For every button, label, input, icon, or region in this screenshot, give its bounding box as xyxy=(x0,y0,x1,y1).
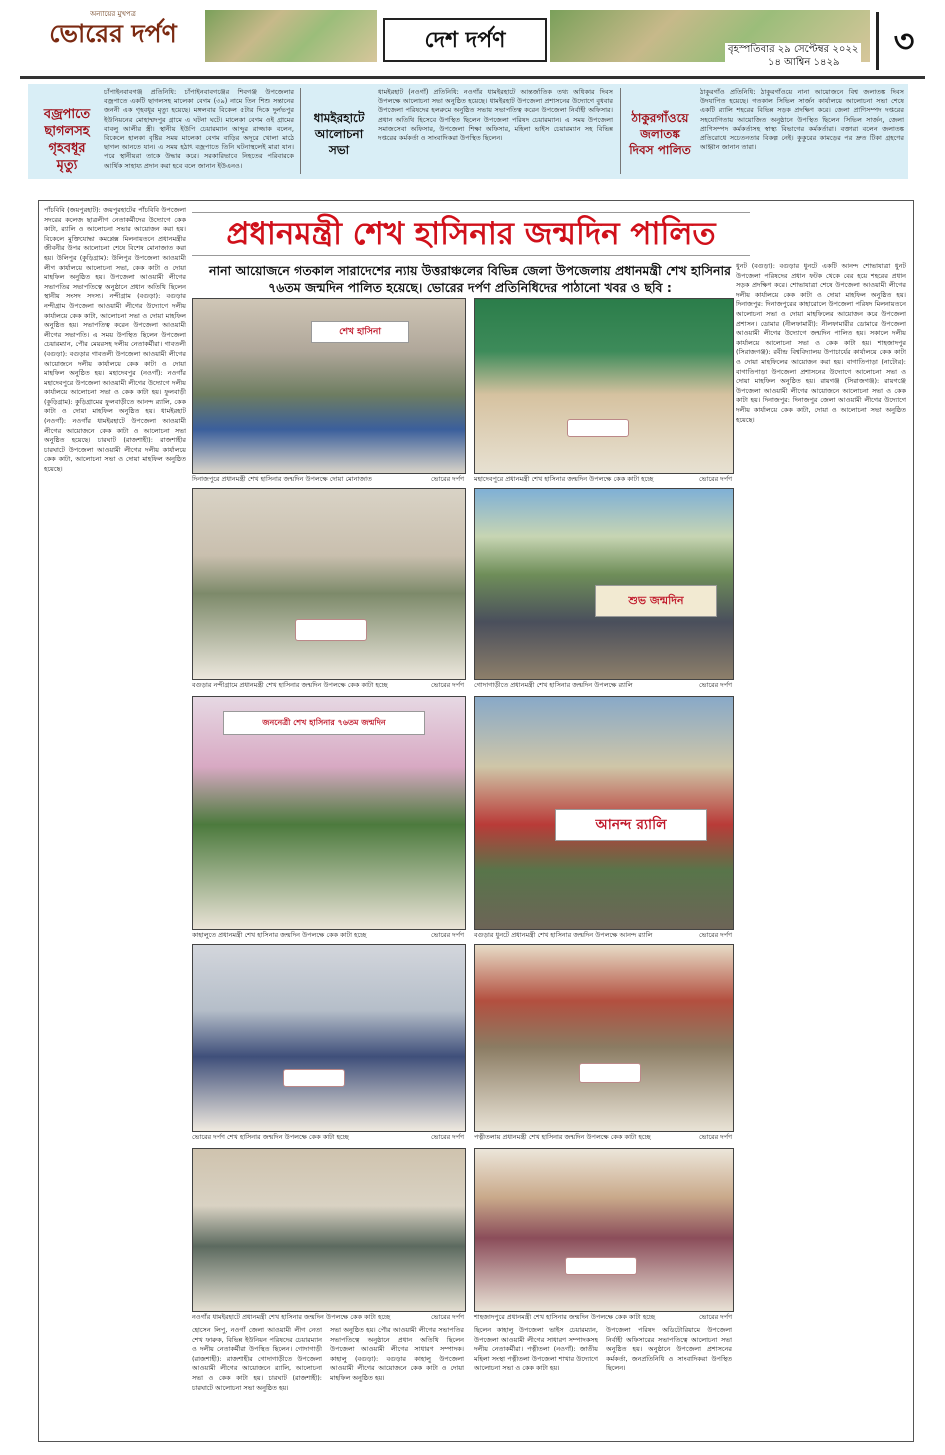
cake xyxy=(567,419,629,437)
masthead xyxy=(28,8,198,60)
bottom-column-4: উপজেলা পরিষদ অডিটোরিয়ামে উপজেলা নির্বাহী অফিসারের সভাপতিত্বে আলোচনা সভা অনুষ্ঠিত হয়। অনুষ্ঠানে উপজেলা প্রশাসনের কর্মকর্তা, জনপ্রতিনিধি ও সাংবাদিকরা উপস্থিত ছিলেন। xyxy=(606,1326,732,1373)
photo-banner: জননেত্রী শেখ হাসিনার ৭৬তম জন্মদিন xyxy=(223,711,425,735)
main-headline: প্রধানমন্ত্রী শেখ হাসিনার জন্মদিন পালিত xyxy=(226,216,716,252)
photo-shahjadpur-cake xyxy=(474,1148,734,1312)
photo-dhamoirhat-cake xyxy=(192,1148,466,1312)
caption-8: পত্নীতলায় প্রধানমন্ত্রী শেখ হাসিনার জন্মদিন উপলক্ষে কেক কাটা হচ্ছে ভোরের দর্পণ xyxy=(474,1133,732,1141)
caption-5: কাহালুতে প্রধানমন্ত্রী শেখ হাসিনার জন্মদিন উপলক্ষে কেক কাটা হচ্ছে ভোরের দর্পণ xyxy=(192,931,464,939)
cake xyxy=(579,1063,641,1083)
photo-dinajpur-doa xyxy=(192,298,466,474)
story1-heading: বজ্রপাতে ছাগলসহ গৃহবধূর মৃত্যু xyxy=(43,107,91,173)
story3-heading: ঠাকুরগাঁওয়ে জলাতঙ্ক দিবস পালিত xyxy=(629,111,691,157)
caption-7: ভোরের দর্পণ শেখ হাসিনার জন্মদিন উপলক্ষে কেক কাটা হচ্ছে ভোরের দর্পণ xyxy=(192,1133,464,1141)
photo-banner: শুভ জন্মদিন xyxy=(595,585,717,617)
caption-10: শাহজাদপুরে প্রধানমন্ত্রী শেখ হাসিনার জন্মদিন উপলক্ষে কেক কাটা হচ্ছে ভোরের দর্পণ xyxy=(474,1313,732,1321)
header-photo-strip-left xyxy=(205,10,377,62)
section-title: দেশ দর্পণ xyxy=(424,27,506,53)
photo-mahadebpur-cake xyxy=(474,298,734,474)
section-title-box xyxy=(383,18,547,62)
cake xyxy=(295,619,367,641)
caption-1: দিনাজপুরে প্রধানমন্ত্রী শেখ হাসিনার জন্মদিন উপলক্ষে দোয়া মোনাজাত ভোরের দর্পণ xyxy=(192,475,464,483)
masthead-logo: ভোরের দর্পণ xyxy=(49,19,177,48)
right-column-text: ধুনট (বগুড়া): বগুড়ার ধুনটে একটি আনন্দ শোভাযাত্রা ধুনট উপজেলা পরিষদের প্রধান ফটক থেকে বের হয়ে শহরের প্রধান সড়ক প্রদক্ষিণ করে। শোভাযাত্রা শেষে উপজেলা আওয়ামী লীগের দলীয় কার্যালয়ে কেক কাটা ও দোয়া মাহফিল অনুষ্ঠিত হয়। দিনাজপুর: দিনাজপুরের কাহারোলে উপজেলা পরিষদ মিলনায়তনে আলোচনা সভা ও দোয়া মাহফিলের আয়োজন করে উপজেলা প্রশাসন। ডোমার (নীলফামারী): নীলফামারীর ডোমারে উপজেলা আওয়ামী লীগের উদ্যোগে জন্মদিন পালিত হয়। সকালে দলীয় কার্যালয়ে আলোচনা সভা ও কেক কাটা হয়। শাহজাদপুর (সিরাজগঞ্জ): রবীন্দ্র বিশ্ববিদ্যালয় উপাচার্যের কার্যালয়ে কেক কাটা ও দোয়া মাহফিলের আয়োজন করা হয়। বাগাতিপাড়া (নাটোর): বাগাতিপাড়া উপজেলা প্রশাসনের উদ্যোগে আলোচনা সভা ও দোয়া মাহফিল অনুষ্ঠিত হয়। রায়গঞ্জ (সিরাজগঞ্জ): রায়গঞ্জে উপজেলা আওয়ামী লীগের আয়োজনে আলোচনা সভা ও কেক কাটা হয়। দিনাজপুর: দিনাজপুর জেলা আওয়ামী লীগের উদ্যোগে দলীয় কার্যালয়ে কেক কাটা, দোয়া ও আলোচনা সভা অনুষ্ঠিত হয়েছে। xyxy=(736,262,906,424)
photo-godagari-rally xyxy=(474,488,734,680)
photo-cake-cutting xyxy=(192,944,466,1132)
left-column-text: পাঁচবিবি (জয়পুরহাট): জয়পুরহাটের পাঁচবিবি উপজেলা সদরের কলেজ ছাত্রলীগ নেতাকর্মীদের উদ্যোগে কেক কাটা, র‍্যালি ও আলোচনা সভার আয়োজন করা হয়। বিকেলে মুক্তিযোদ্ধা কমপ্লেক্স মিলনায়তনে প্রধানমন্ত্রীর জীবনীর উপর আলোচনা শেষে বিশেষ মোনাজাত করা হয়। উলিপুর (কুড়িগ্রাম): উলিপুর উপজেলা আওয়ামী লীগ কার্যালয়ে আলোচনা সভা, কেক কাটা ও দোয়া মাহফিল অনুষ্ঠিত হয়। উপজেলা আওয়ামী লীগের সভাপতির সভাপতিত্বে অনুষ্ঠানে প্রধান অতিথি ছিলেন স্থানীয় সংসদ সদস্য। নন্দীগ্রাম (বগুড়া): বগুড়ার নন্দীগ্রাম উপজেলা আওয়ামী লীগের উদ্যোগে দলীয় কার্যালয়ে কেক কাটা, আলোচনা সভা ও দোয়া মাহফিল অনুষ্ঠিত হয়। সভাপতিত্ব করেন উপজেলা আওয়ামী লীগের সভাপতি। এ সময় উপস্থিত ছিলেন উপজেলা চেয়ারম্যান, পৌর মেয়রসহ দলীয় নেতাকর্মীরা। গাবতলী (বগুড়া): বগুড়ার গাবতলী উপজেলা আওয়ামী লীগের আয়োজনে দলীয় কার্যালয়ে কেক কাটা ও দোয়া মাহফিল অনুষ্ঠিত হয়। মহাদেবপুর (নওগাঁ): নওগাঁর মহাদেবপুরে উপজেলা আওয়ামী লীগের উদ্যোগে দলীয় কার্যালয়ে আলোচনা সভা ও কেক কাটা হয়। ফুলবাড়ী (কুড়িগ্রাম): কুড়িগ্রামের ফুলবাড়ীতে আনন্দ র‍্যালি, কেক কাটা ও দোয়া মাহফিল অনুষ্ঠিত হয়। ধামইরহাট (নওগাঁ): নওগাঁর ধামইরহাটে উপজেলা আওয়ামী লীগের আয়োজনে কেক কাটা ও আলোচনা সভা অনুষ্ঠিত হয়েছে। চারঘাট (রাজশাহী): রাজশাহীর চারঘাটে উপজেলা আওয়ামী লীগের দলীয় কার্যালয়ে কেক কাটা, আলোচনা সভা ও দোয়া মাহফিল অনুষ্ঠিত হয়েছে। xyxy=(44,206,186,474)
photo-kahalu-cake xyxy=(192,696,466,930)
story3-body: ঠাকুরগাঁও প্রতিনিধি: ঠাকুরগাঁওয়ে নানা আয়োজনে বিশ্ব জলাতঙ্ক দিবস উদযাপিত হয়েছে। গতকাল সিভিল সার্জন কার্যালয়ে আলোচনা সভা শেষে একটি র‍্যালি শহরের বিভিন্ন সড়ক প্রদক্ষিণ করে। জেলা প্রাণিসম্পদ দপ্তরের সহযোগিতায় আয়োজিত অনুষ্ঠানে উপস্থিত ছিলেন সিভিল সার্জন, জেলা প্রাণিসম্পদ কর্মকর্তাসহ স্বাস্থ্য বিভাগের কর্মকর্তারা। বক্তারা বলেন জলাতঙ্ক প্রতিরোধে সচেতনতার বিকল্প নেই। কুকুরের কামড়ের পর দ্রুত টিকা গ্রহণের আহ্বান জানান তারা। xyxy=(700,88,904,152)
caption-6: বগুড়ার ধুনটে প্রধানমন্ত্রী শেখ হাসিনার জন্মদিন উপলক্ষে আনন্দ র‍্যালি ভোরের দর্পণ xyxy=(474,931,732,939)
story1-body: চাঁপাইনবাবগঞ্জ প্রতিনিধি: চাঁপাইনবাবগঞ্জের শিবগঞ্জ উপজেলার বজ্রপাতে একটি ছাগলসহ মালেকা বেগম (৩৯) নামে তিন শিশু সন্তানের জননী এক গৃহবধূর মৃত্যু হয়েছে। মঙ্গলবার বিকেল ৫টার দিকে দুর্লভপুর ইউনিয়নের মোহাম্মদপুর গ্রামে এ ঘটনা ঘটে। মালেকা বেগম ওই গ্রামের বাবলু আলীর স্ত্রী। স্থানীয় ইউপি চেয়ারম্যান আব্দুর রাজ্জাক বলেন, বিকেলে হালকা বৃষ্টির সময় মালেকা বেগম বাড়ির অদূরে খোলা মাঠে ছাগল আনতে যান। এ সময় হঠাৎ বজ্রপাতে তিনি ঘটনাস্থলেই মারা যান। পরে স্থানীয়রা তাকে উদ্ধার করে। সরকারিভাবে নিহতের পরিবারকে আর্থিক সাহায্য প্রদান করা হবে বলে জানান ইউএনও। xyxy=(104,88,294,170)
caption-3: বগুড়ার নন্দীগ্রামে প্রধানমন্ত্রী শেখ হাসিনার জন্মদিন উপলক্ষে কেক কাটা হচ্ছে ভোরের দর্পণ xyxy=(192,681,464,689)
bottom-column-3: ছিলেন কাহালু উপজেলা ভাইস চেয়ারম্যান, উপজেলা আওয়ামী লীগের সাধারণ সম্পাদকসহ দলীয় নেতাকর্মীরা। পত্নীতলা (নওগাঁ): জাতীয় মহিলা সংস্থা পত্নীতলা উপজেলা শাখার উদ্যোগে আলোচনা সভা ও কেক কাটা হয়। xyxy=(474,1326,598,1373)
caption-4: গোদাগাড়ীতে প্রধানমন্ত্রী শেখ হাসিনার জন্মদিন উপলক্ষে র‍্যালি ভোরের দর্পণ xyxy=(474,681,732,689)
photo-patnitala-cake xyxy=(474,944,734,1132)
story2-body: ধামইরহাট (নওগাঁ) প্রতিনিধি: নওগাঁর ধামইরহাটে আন্তর্জাতিক তথ্য অধিকার দিবস উপলক্ষে আলোচনা সভা অনুষ্ঠিত হয়েছে। ধামইরহাট উপজেলা প্রশাসনের উদ্যোগে বুধবার উপজেলা পরিষদের হলরুমে অনুষ্ঠিত সভায় সভাপতিত্ব করেন উপজেলা নির্বাহী অফিসার। প্রধান অতিথি হিসেবে উপস্থিত ছিলেন উপজেলা পরিষদ চেয়ারম্যান। এ সময় উপজেলা সমাজসেবা অফিসার, উপজেলা শিক্ষা অফিসার, মহিলা ভাইস চেয়ারম্যান সহ বিভিন্ন দপ্তরের কর্মকর্তা ও সাংবাদিকরা উপস্থিত ছিলেন। xyxy=(378,88,613,143)
main-headline-box xyxy=(192,212,750,256)
caption-9: নওগাঁর ধামইরহাটে প্রধানমন্ত্রী শেখ হাসিনার জন্মদিন উপলক্ষে কেক কাটা হচ্ছে ভোরের দর্পণ xyxy=(192,1313,464,1321)
date-line xyxy=(725,43,861,69)
bottom-column-2: সভা অনুষ্ঠিত হয়। পৌর আওয়ামী লীগের সভাপতির সভাপতিত্বে অনুষ্ঠানে প্রধান অতিথি ছিলেন উপজেলা আওয়ামী লীগের সাধারণ সম্পাদক। কাহালু (বগুড়া): বগুড়ার কাহালু উপজেলা আওয়ামী লীগের আয়োজনে কেক কাটা ও দোয়া মাহফিল অনুষ্ঠিত হয়। xyxy=(330,1326,464,1382)
bottom-column-1: হোসেন লিপু, নওগাঁ জেলা আওয়ামী লীগ নেতা শেখ ফারুক, বিভিন্ন ইউনিয়ন পরিষদের চেয়ারম্যান ও দলীয় নেতাকর্মীরা উপস্থিত ছিলেন। গোদাগাড়ী (রাজশাহী): রাজশাহীর গোদাগাড়ীতে উপজেলা আওয়ামী লীগের আয়োজনে র‍্যালি, আলোচনা সভা ও কেক কাটা হয়। চারঘাট (রাজশাহী): চারঘাটে আলোচনা সভা অনুষ্ঠিত হয়। xyxy=(192,1326,322,1392)
page-number: ৩ xyxy=(876,12,929,70)
date-english: বৃহস্পতিবার ২৯ সেপ্টেম্বর ২০২২ xyxy=(728,44,859,55)
strip-divider-1 xyxy=(300,88,301,174)
photo-banner: শেখ হাসিনা xyxy=(311,321,409,343)
masthead-tagline: অন্যায়ের মুখপত্র xyxy=(90,10,136,18)
caption-2: মহাদেবপুরে প্রধানমন্ত্রী শেখ হাসিনার জন্মদিন উপলক্ষে কেক কাটা হচ্ছে ভোরের দর্পণ xyxy=(474,475,732,483)
photo-banner: আনন্দ র‍্যালি xyxy=(555,809,707,841)
story2-heading: ধামইরহাটে আলোচনা সভা xyxy=(313,111,365,157)
header-rule xyxy=(20,76,925,79)
photo-nandigram-cake xyxy=(192,488,466,680)
main-subheadline: নানা আয়োজনে গতকাল সারাদেশের ন্যায় উত্তরাঞ্চলের বিভিন্ন জেলা উপজেলায় প্রধানমন্ত্রী শেখ হাসিনার ৭৬তম জন্মদিন পালিত হয়েছে। ভোরের দর্পণ প্রতিনিধিদের পাঠানো খবর ও ছবি : xyxy=(209,263,731,295)
strip-divider-2 xyxy=(620,88,621,174)
date-bengali: ১৪ আশ্বিন ১৪২৯ xyxy=(768,57,840,68)
cake xyxy=(565,1257,637,1275)
cake xyxy=(283,1069,345,1087)
photo-dhunat-rally xyxy=(474,696,734,930)
